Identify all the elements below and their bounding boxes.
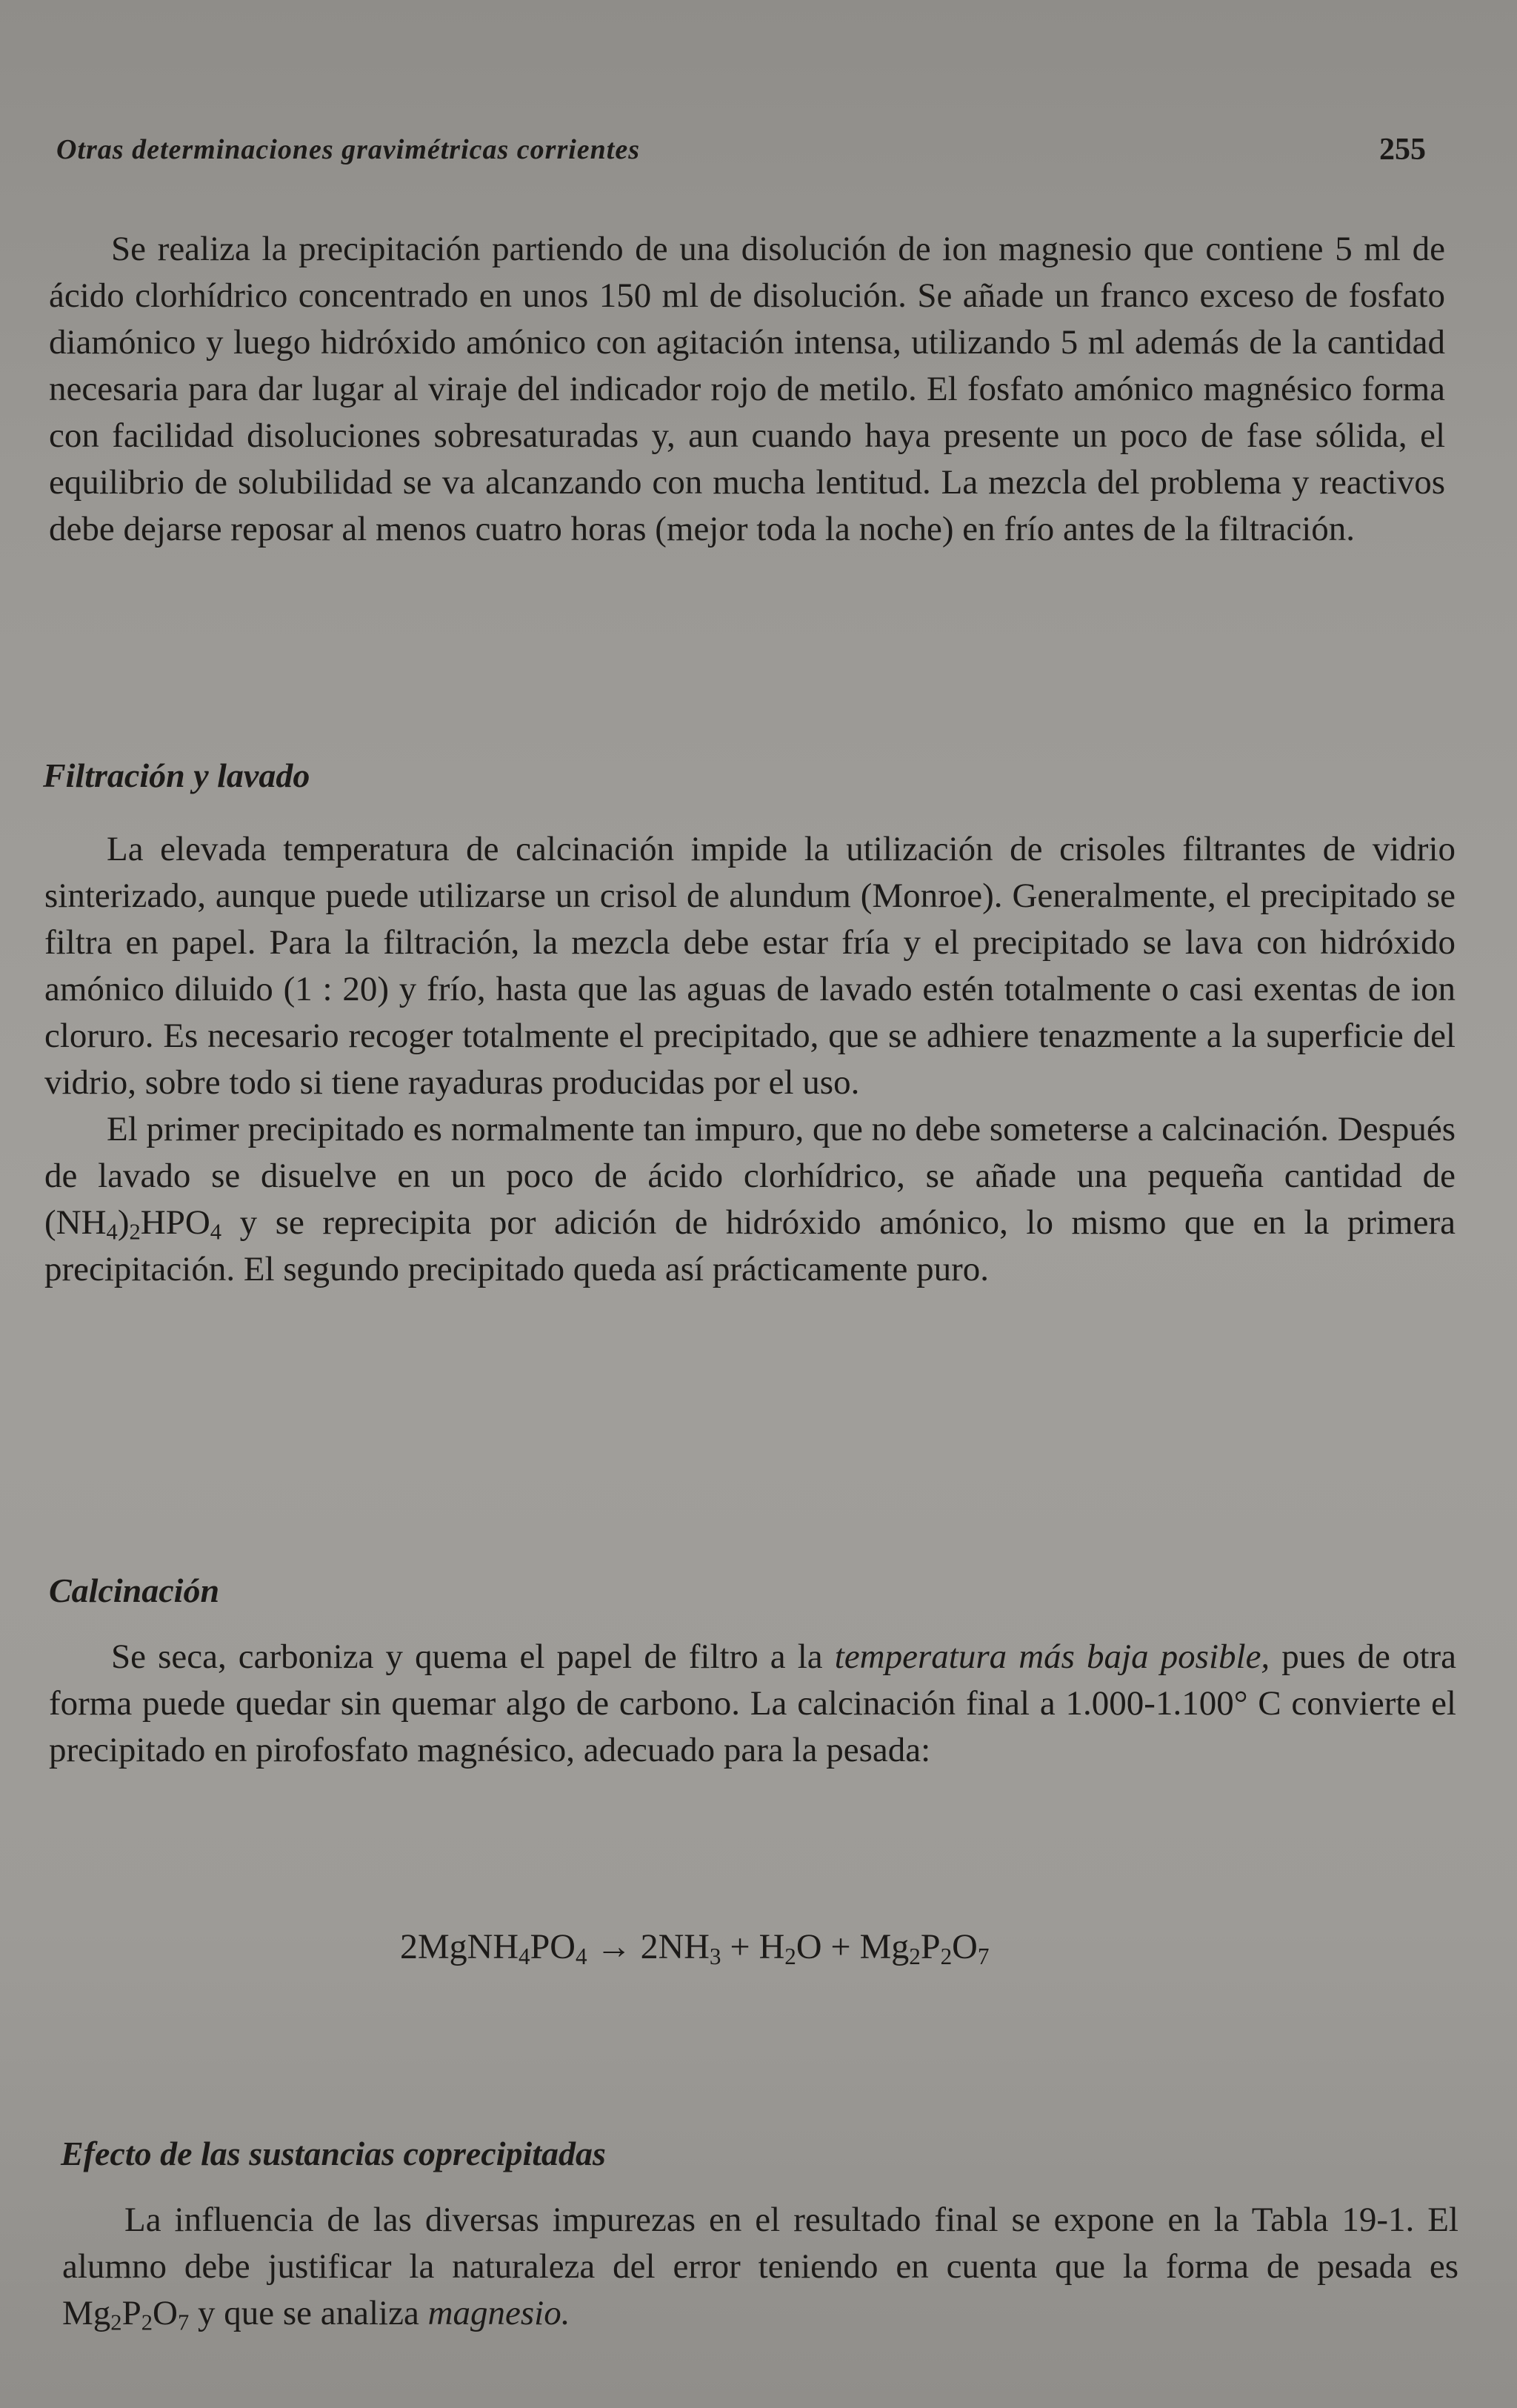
intro-section bbox=[49, 226, 1445, 553]
filtracion-paragraph-2 bbox=[44, 1106, 1456, 1293]
reaction-equation: $2MgNH_4PO_4 \to 2NH_3 + H_2O + Mg_2P_2O_7$ bbox=[400, 1927, 990, 1969]
filtracion-section bbox=[44, 826, 1456, 1293]
formula-magnesium-pyrophosphate: $Mg_2P_2O_7$ bbox=[62, 2294, 190, 2335]
page-number: 255 bbox=[1379, 133, 1426, 167]
reaction-arrow: → bbox=[587, 1927, 641, 1966]
p2-text-before: El primer precipitado es normalmente tan impuro, que no debe someterse a calcinación. Después de lavado se disuelve en un poco de ácido clorhídrico, se añade una pequeña cantidad de bbox=[44, 1110, 1456, 1195]
formula-diammonium-phosphate: $(NH_4)_2HPO_4$ bbox=[44, 1203, 222, 1245]
intro-paragraph: Se realiza la precipitación partiendo de una disolución de ion magnesio que contiene 5 ml de ácido clorhídrico concentrado en unos 150 ml de disolución. Se añade un franco exceso de fosfato diamónico y luego hidróxido amónico con agitación intensa, utilizando 5 ml además de la cantidad necesaria para dar lugar al viraje del indicador rojo de metilo. El fosfato amónico magnésico forma con facilidad disoluciones sobresaturadas y, aun cuando haya presente un poco de fase sólida, el equilibrio de solubilidad se va alcanzando con mucha lentitud. La mezcla del problema y reactivos debe dejarse reposar al menos cuatro horas (mejor toda la noche) en frío antes de la filtración. bbox=[49, 230, 1445, 548]
p2-text-after: y se reprecipita por adición de hidróxido amónico, lo mismo que en la primera precipitación. El segundo precipitado queda así prácticamente puro. bbox=[44, 1203, 1456, 1288]
running-head: Otras determinaciones gravimétricas corrientes bbox=[56, 134, 641, 165]
section-heading-efecto: Efecto de las sustancias coprecipitadas bbox=[61, 2135, 606, 2172]
section-heading-filtracion: Filtración y lavado bbox=[43, 756, 310, 794]
efecto-paragraph: La influencia de las diversas impurezas en el resultado final se expone en la Tabla 19-1. El alumno debe justificar la naturaleza del error teniendo en cuenta que la forma de pesada es $Mg_2P_2O_7$ y que se analiza magnesio. bbox=[62, 2201, 1458, 2335]
emphasis-magnesio: magnesio. bbox=[427, 2294, 570, 2332]
emphasis-temperature: temperatura más baja posible, bbox=[834, 1637, 1270, 1676]
efecto-section bbox=[62, 2197, 1458, 2337]
calcinacion-section bbox=[49, 1634, 1456, 1774]
filtracion-paragraph-1: La elevada temperatura de calcinación impide la utilización de crisoles filtrantes de vidrio sinterizado, aunque puede utilizarse un crisol de alundum (Monroe). Generalmente, el precipitado se filtra en papel. Para la filtración, la mezcla debe estar fría y el precipitado se lava con hidróxido amónico diluido (1 : 20) y frío, hasta que las aguas de lavado estén totalmente o casi exentas de ion cloruro. Es necesario recoger totalmente el precipitado, que se adhiere tenazmente a la superficie del vidrio, sobre todo si tiene rayaduras producidas por el uso. bbox=[44, 830, 1456, 1102]
calcinacion-paragraph: Se seca, carboniza y quema el papel de filtro a la temperatura más baja posible, pues de otra forma puede quedar sin quemar algo de carbono. La calcinación final a 1.000-1.100° C convierte el precipitado en pirofosfato magnésico, adecuado para la pesada: bbox=[49, 1637, 1457, 1769]
section-heading-calcinacion: Calcinación bbox=[49, 1571, 220, 1609]
